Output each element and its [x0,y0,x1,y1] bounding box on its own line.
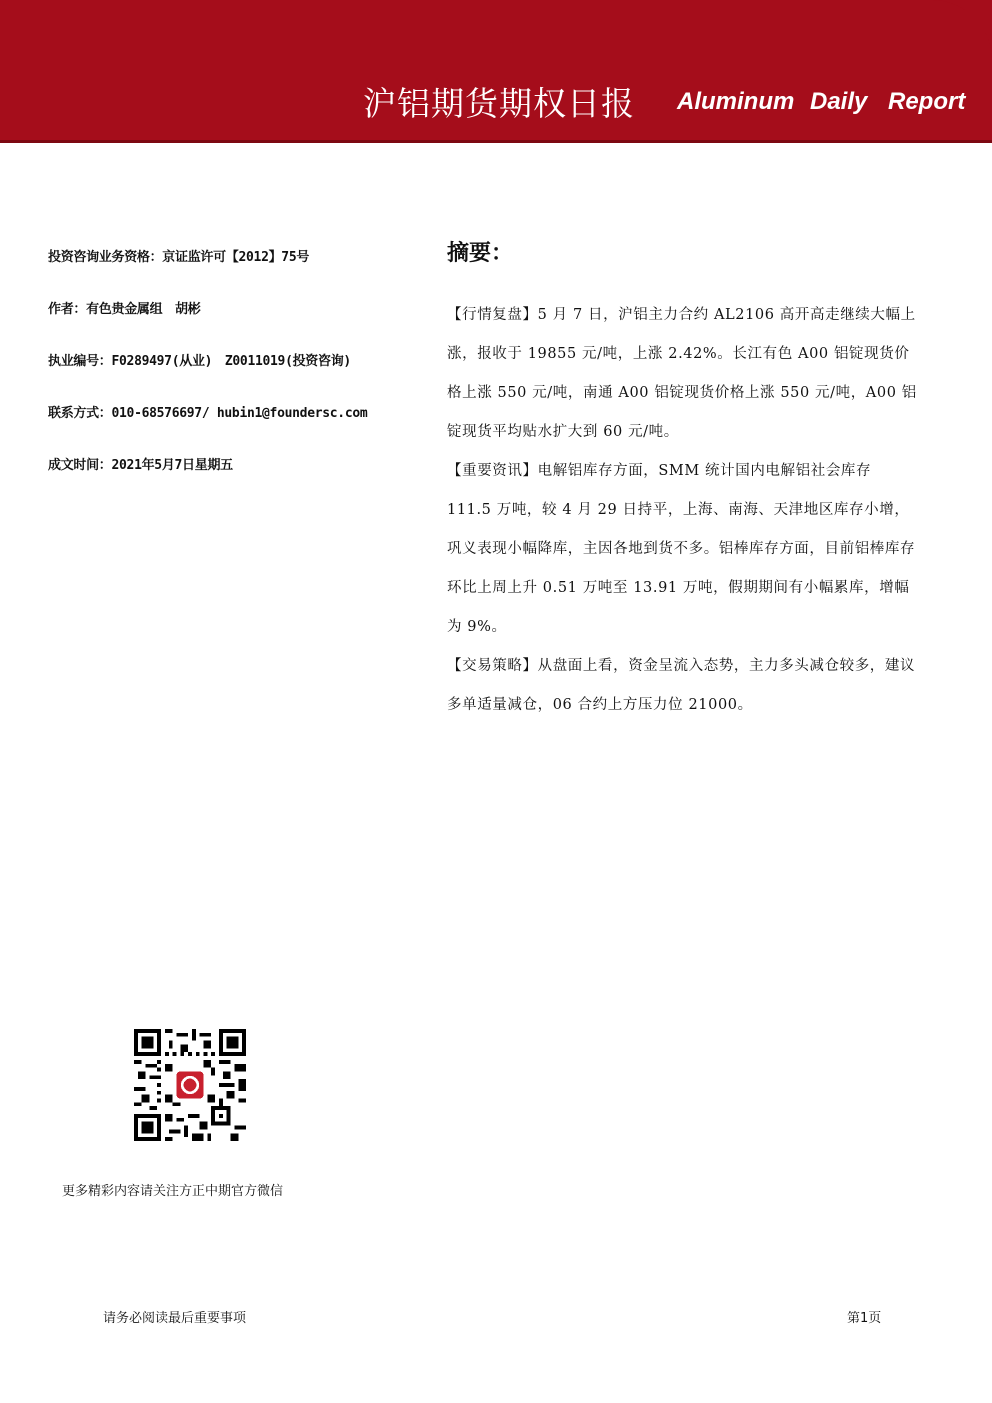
page-number: 第1页 [847,1311,882,1326]
summary-paragraph-news: 【重要资讯】电解铝库存方面，SMM 统计国内电解铝社会库存 111.5 万吨，较 4 月 29 日持平，上海、南海、天津地区库存小增，巩义表现小幅降库，主因各地到货不多。铝棒库存方面，目前铝棒库存环比上周上升 0.51 万吨至 13.91 万吨，假期期间有小幅累库，增幅为 9%。 [447,463,916,635]
qr-code-icon [134,1029,246,1141]
qualification-line: 投资咨询业务资格：京证监许可【2012】75号 [48,250,310,265]
report-title-cn: 沪铝期货期权日报 [363,84,635,123]
footer-notice: 请务必阅读最后重要事项 [103,1311,247,1326]
summary-title: 摘要： [447,241,514,266]
license-line: 执业编号：F0289497(从业) Z0011019(投资咨询) [48,354,351,369]
report-title-en-2: Daily [810,88,868,115]
contact-line: 联系方式：010-68576697/ hubin1@foundersc.com [48,406,368,421]
qr-caption: 更多精彩内容请关注方正中期官方微信 [62,1184,284,1199]
report-title-en-1: Aluminum [677,88,795,115]
summary-paragraph-strategy: 【交易策略】从盘面上看，资金呈流入态势，主力多头减仓较多，建议多单适量减仓，06 合约上方压力位 21000。 [447,658,916,713]
report-title-en-3: Report [888,88,966,115]
author-line: 作者：有色贵金属组 胡彬 [48,302,201,317]
summary-body [447,296,917,725]
summary-paragraph-market: 【行情复盘】5 月 7 日，沪铝主力合约 AL2106 高开高走继续大幅上涨，报收于 19855 元/吨，上涨 2.42%。长江有色 A00 铝锭现货价格上涨 550 元/吨，南通 A00 铝锭现货价格上涨 550 元/吨，A00 铝锭现货平均贴水扩大到 60 元/吨。 [447,307,917,440]
banner-divider [0,140,992,143]
date-line: 成文时间：2021年5月7日星期五 [48,458,233,473]
